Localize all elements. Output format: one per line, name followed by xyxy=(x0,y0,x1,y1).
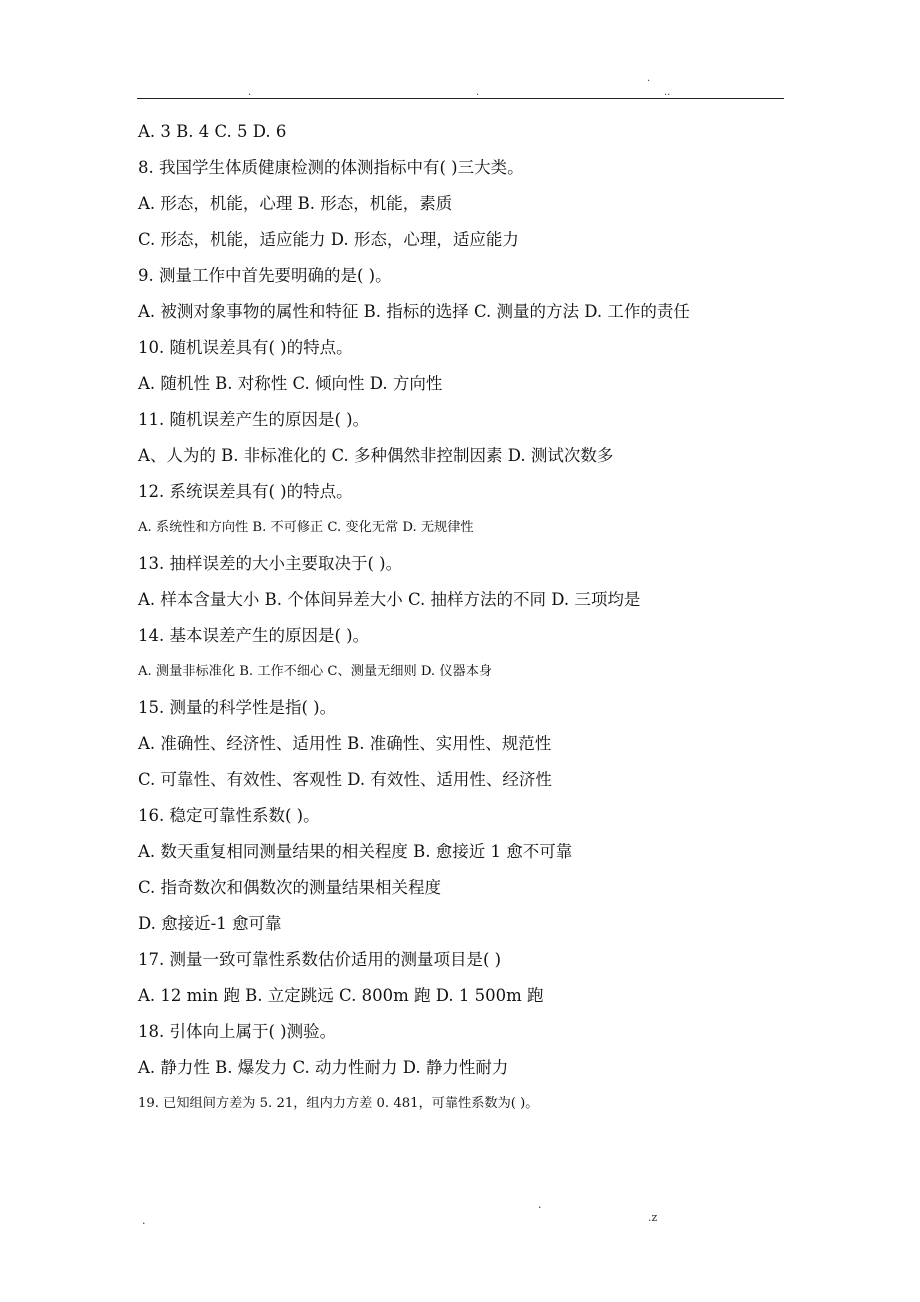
text-line: A. 准确性、经济性、适用性 B. 准确性、实用性、规范性 xyxy=(138,734,552,753)
text-line: 10. 随机误差具有( )的特点。 xyxy=(138,338,353,357)
text-line: 16. 稳定可靠性系数( )。 xyxy=(138,806,320,825)
text-line: 9. 测量工作中首先要明确的是( )。 xyxy=(138,266,392,285)
text-line: 13. 抽样误差的大小主要取决于( )。 xyxy=(138,554,403,573)
text-line: C. 可靠性、有效性、客观性 D. 有效性、适用性、经济性 xyxy=(138,770,552,789)
text-line: A. 系统性和方向性 B. 不可修正 C. 变化无常 D. 无规律性 xyxy=(138,520,474,535)
text-line: 17. 测量一致可靠性系数估价适用的测量项目是( ) xyxy=(138,950,502,969)
header-dot: . xyxy=(647,73,651,84)
text-line: 18. 引体向上属于( )测验。 xyxy=(138,1022,337,1041)
text-line: A. 静力性 B. 爆发力 C. 动力性耐力 D. 静力性耐力 xyxy=(138,1058,509,1077)
text-line: A. 测量非标准化 B. 工作不细心 C、测量无细则 D. 仪器本身 xyxy=(138,664,493,679)
header-rule xyxy=(137,98,784,99)
text-line: A. 样本含量大小 B. 个体间异差大小 C. 抽样方法的不同 D. 三项均是 xyxy=(138,590,641,609)
text-line: A. 数天重复相同测量结果的相关程度 B. 愈接近 1 愈不可靠 xyxy=(138,842,573,861)
text-line: A. 随机性 B. 对称性 C. 倾向性 D. 方向性 xyxy=(138,374,443,393)
text-line: A. 形态，机能，心理 B. 形态，机能，素质 xyxy=(138,194,453,213)
text-line: 12. 系统误差具有( )的特点。 xyxy=(138,482,353,501)
text-line: A、人为的 B. 非标准化的 C. 多种偶然非控制因素 D. 测试次数多 xyxy=(138,446,614,465)
text-line: 11. 随机误差产生的原因是( )。 xyxy=(138,410,370,429)
text-line: A. 被测对象事物的属性和特征 B. 指标的选择 C. 测量的方法 D. 工作的责任 xyxy=(138,302,690,321)
text-line: A. 12 min 跑 B. 立定跳远 C. 800m 跑 D. 1 500m 跑 xyxy=(138,986,544,1005)
footer-dot: .z xyxy=(648,1211,658,1224)
text-line: 15. 测量的科学性是指( )。 xyxy=(138,698,337,717)
text-line: 19. 已知组间方差为 5. 21，组内力方差 0. 481，可靠性系数为( )。 xyxy=(138,1096,539,1111)
text-line: C. 指奇数次和偶数次的测量结果相关程度 xyxy=(138,878,442,897)
header-dot: . xyxy=(476,87,480,98)
text-line: C. 形态，机能，适应能力 D. 形态，心理，适应能力 xyxy=(138,230,519,249)
text-line: D. 愈接近-1 愈可靠 xyxy=(138,914,282,933)
text-line: 8. 我国学生体质健康检测的体测指标中有( )三大类。 xyxy=(138,158,524,177)
text-line: A. 3 B. 4 C. 5 D. 6 xyxy=(138,122,287,141)
footer-dot: . xyxy=(538,1198,542,1211)
document-body xyxy=(138,114,790,1122)
text-line: 14. 基本误差产生的原因是( )。 xyxy=(138,626,370,645)
header-dot: . xyxy=(248,87,252,98)
footer-dot: . xyxy=(142,1214,146,1227)
header-dot: .. xyxy=(664,87,671,98)
